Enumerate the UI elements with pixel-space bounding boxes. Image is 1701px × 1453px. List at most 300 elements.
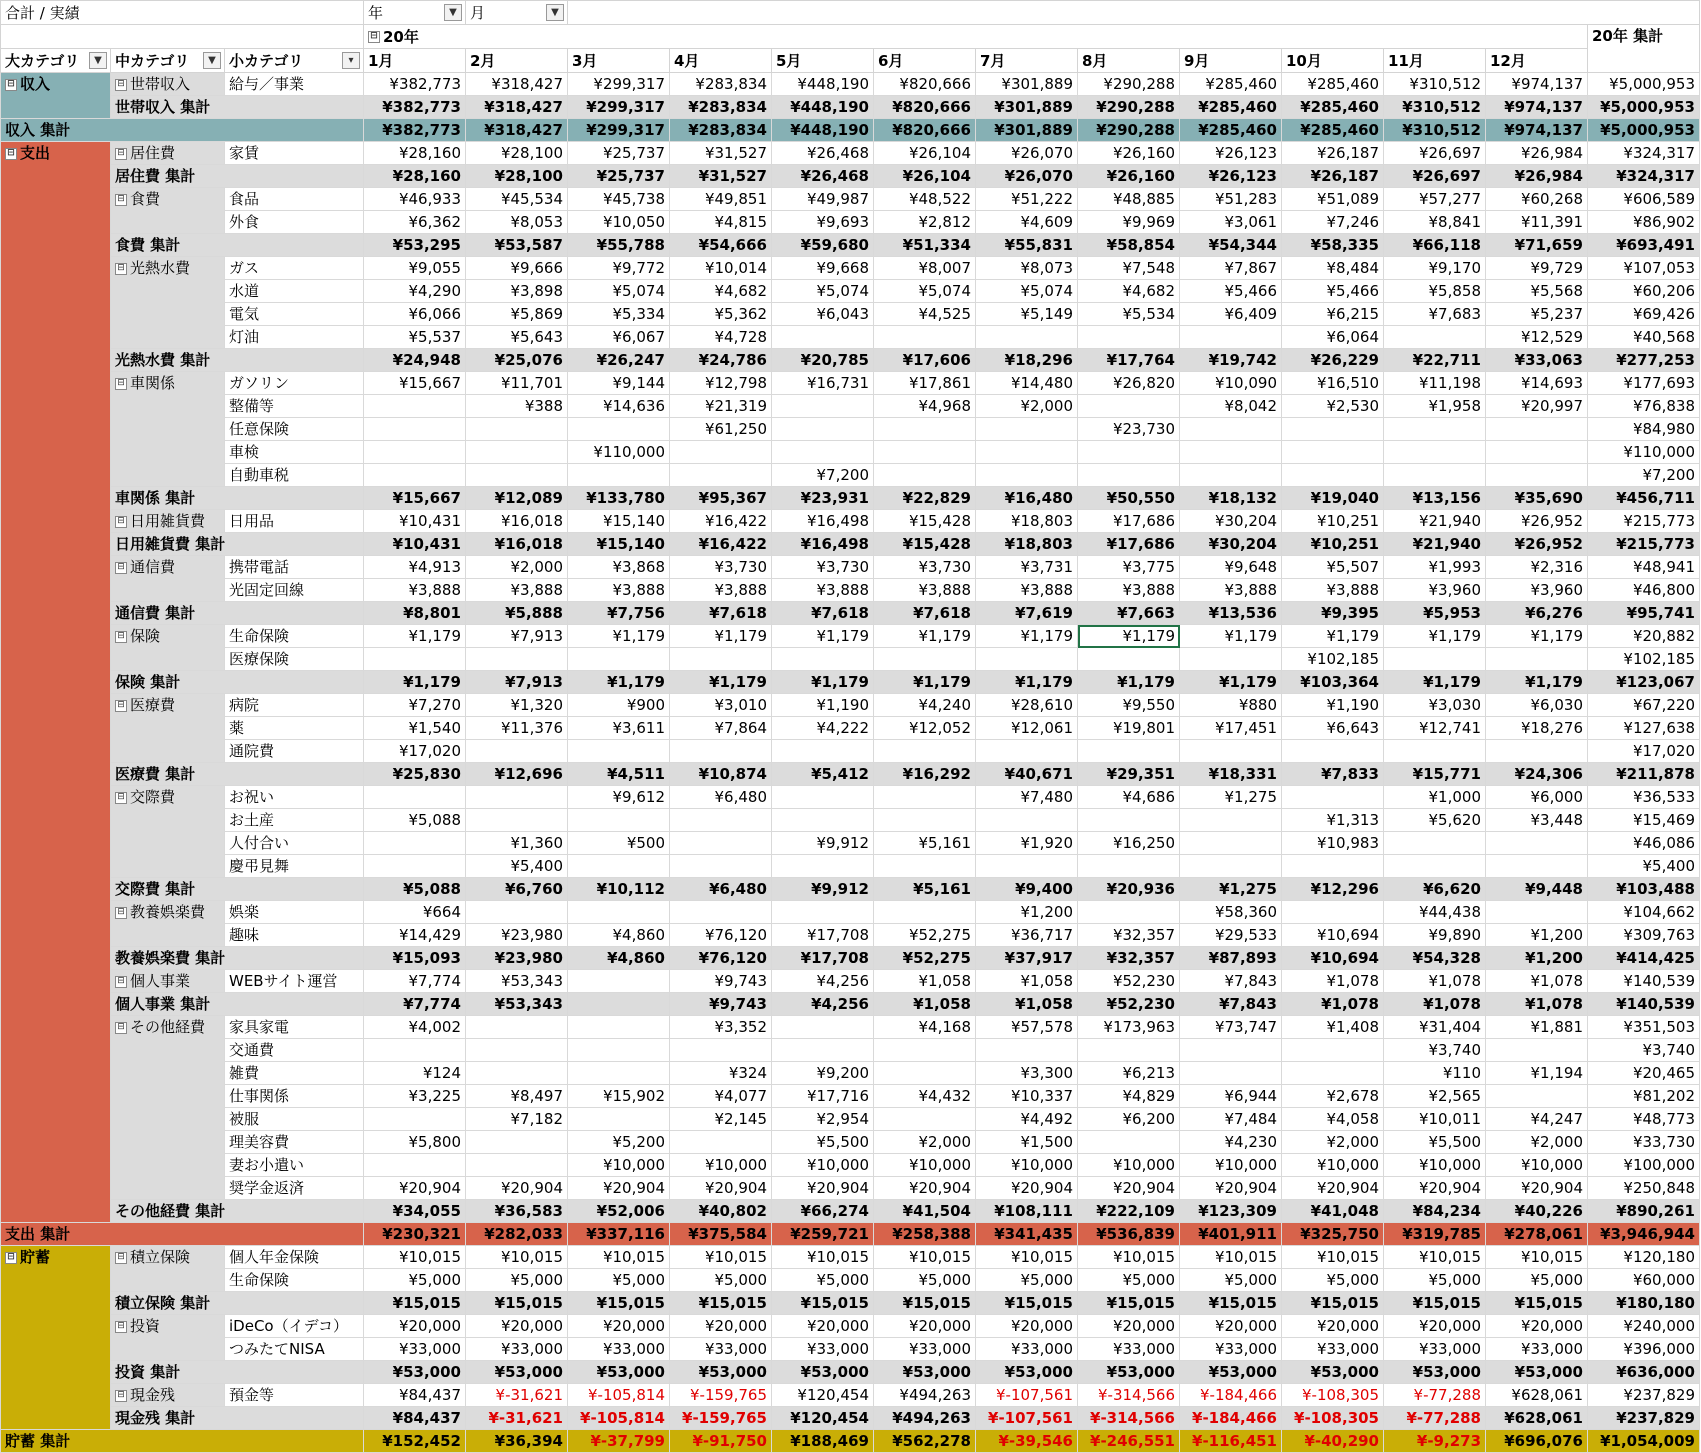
small-category-cell[interactable]: 娯楽 [225,901,364,924]
value-cell[interactable]: ¥11,701 [466,372,568,395]
value-cell[interactable]: ¥37,917 [976,947,1078,970]
value-cell[interactable]: ¥4,728 [670,326,772,349]
value-cell[interactable]: ¥7,843 [1180,993,1282,1016]
value-cell[interactable]: ¥4,815 [670,211,772,234]
value-cell[interactable]: ¥6,064 [1282,326,1384,349]
col-header-mid[interactable] [111,49,225,73]
value-cell[interactable]: ¥5,000 [874,1269,976,1292]
value-cell[interactable]: ¥215,773 [1588,533,1700,556]
value-cell[interactable]: ¥2,530 [1282,395,1384,418]
value-cell[interactable]: ¥1,179 [670,625,772,648]
value-cell[interactable]: ¥87,893 [1180,947,1282,970]
value-cell[interactable]: ¥120,454 [772,1384,874,1407]
value-cell[interactable] [1078,855,1180,878]
value-cell[interactable]: ¥20,904 [1486,1177,1588,1200]
value-cell[interactable]: ¥283,834 [670,119,772,142]
collapse-icon[interactable]: ⊟ [115,194,127,206]
collapse-icon[interactable]: ⊟ [115,263,127,275]
value-cell[interactable]: ¥10,000 [1180,1154,1282,1177]
value-cell[interactable] [1078,441,1180,464]
value-cell[interactable]: ¥28,100 [466,142,568,165]
value-cell[interactable]: ¥1,200 [1486,924,1588,947]
value-cell[interactable]: ¥95,741 [1588,602,1700,625]
value-cell[interactable]: ¥2,000 [976,395,1078,418]
value-cell[interactable]: ¥15,667 [364,487,466,510]
subtotal-label[interactable]: 現金残 集計 [111,1407,364,1430]
value-cell[interactable] [1282,1062,1384,1085]
value-cell[interactable]: ¥26,160 [1078,165,1180,188]
value-cell[interactable] [1486,1085,1588,1108]
value-cell[interactable]: ¥1,313 [1282,809,1384,832]
small-category-cell[interactable]: 任意保険 [225,418,364,441]
value-cell[interactable] [1180,648,1282,671]
value-cell[interactable] [1078,395,1180,418]
value-cell[interactable]: ¥319,785 [1384,1223,1486,1246]
value-cell[interactable]: ¥-105,814 [568,1384,670,1407]
small-category-cell[interactable]: 預金等 [225,1384,364,1407]
value-cell[interactable]: ¥4,860 [568,924,670,947]
value-cell[interactable]: ¥-184,466 [1180,1384,1282,1407]
value-cell[interactable]: ¥173,963 [1078,1016,1180,1039]
small-category-cell[interactable]: 日用品 [225,510,364,533]
value-cell[interactable]: ¥103,488 [1588,878,1700,901]
value-cell[interactable]: ¥290,288 [1078,96,1180,119]
value-cell[interactable]: ¥123,067 [1588,671,1700,694]
value-cell[interactable]: ¥5,466 [1180,280,1282,303]
value-cell[interactable]: ¥40,568 [1588,326,1700,349]
mid-category-cell[interactable] [111,1384,225,1407]
value-cell[interactable]: ¥5,000,953 [1588,96,1700,119]
value-cell[interactable]: ¥5,074 [772,280,874,303]
value-cell[interactable]: ¥1,179 [364,625,466,648]
value-cell[interactable]: ¥5,000 [976,1269,1078,1292]
value-cell[interactable]: ¥59,680 [772,234,874,257]
value-cell[interactable]: ¥6,000 [1486,786,1588,809]
year-group-header[interactable] [364,25,1588,49]
value-cell[interactable]: ¥6,213 [1078,1062,1180,1085]
value-cell[interactable] [1282,740,1384,763]
value-cell[interactable] [568,740,670,763]
value-cell[interactable]: ¥15,469 [1588,809,1700,832]
value-cell[interactable] [364,441,466,464]
value-cell[interactable]: ¥5,534 [1078,303,1180,326]
value-cell[interactable]: ¥1,179 [670,671,772,694]
value-cell[interactable] [874,1062,976,1085]
value-cell[interactable]: ¥2,000 [466,556,568,579]
value-cell[interactable]: ¥34,055 [364,1200,466,1223]
small-category-cell[interactable]: 自動車税 [225,464,364,487]
value-cell[interactable]: ¥-314,566 [1078,1384,1180,1407]
value-cell[interactable]: ¥5,869 [466,303,568,326]
value-cell[interactable] [1180,1039,1282,1062]
value-cell[interactable]: ¥60,000 [1588,1269,1700,1292]
value-cell[interactable]: ¥230,321 [364,1223,466,1246]
collapse-icon[interactable]: ⊟ [115,976,127,988]
value-cell[interactable]: ¥285,460 [1282,119,1384,142]
value-cell[interactable] [1180,740,1282,763]
value-cell[interactable]: ¥2,678 [1282,1085,1384,1108]
value-cell[interactable]: ¥15,015 [466,1292,568,1315]
small-category-cell[interactable]: iDeCo（イデコ） [225,1315,364,1338]
value-cell[interactable]: ¥5,161 [874,878,976,901]
value-cell[interactable] [1180,809,1282,832]
value-cell[interactable]: ¥17,861 [874,372,976,395]
value-cell[interactable]: ¥10,431 [364,510,466,533]
value-cell[interactable]: ¥48,522 [874,188,976,211]
value-cell[interactable] [1078,648,1180,671]
value-cell[interactable]: ¥57,578 [976,1016,1078,1039]
value-cell[interactable] [874,1039,976,1062]
value-cell[interactable]: ¥20,904 [1078,1177,1180,1200]
value-cell[interactable]: ¥33,000 [568,1338,670,1361]
value-cell[interactable]: ¥40,226 [1486,1200,1588,1223]
value-cell[interactable]: ¥10,015 [976,1246,1078,1269]
value-cell[interactable]: ¥54,328 [1384,947,1486,970]
value-cell[interactable] [364,418,466,441]
value-cell[interactable]: ¥5,500 [1384,1131,1486,1154]
value-cell[interactable]: ¥32,357 [1078,924,1180,947]
value-cell[interactable]: ¥86,902 [1588,211,1700,234]
value-cell[interactable]: ¥3,888 [976,579,1078,602]
value-cell[interactable]: ¥636,000 [1588,1361,1700,1384]
value-cell[interactable] [670,648,772,671]
value-cell[interactable] [976,326,1078,349]
value-cell[interactable]: ¥9,969 [1078,211,1180,234]
value-cell[interactable]: ¥10,015 [364,1246,466,1269]
value-cell[interactable]: ¥9,200 [772,1062,874,1085]
value-cell[interactable]: ¥-108,305 [1282,1384,1384,1407]
value-cell[interactable]: ¥664 [364,901,466,924]
value-cell[interactable]: ¥15,667 [364,372,466,395]
value-cell[interactable]: ¥71,659 [1486,234,1588,257]
value-cell[interactable]: ¥5,858 [1384,280,1486,303]
value-cell[interactable]: ¥10,050 [568,211,670,234]
value-cell[interactable]: ¥12,529 [1486,326,1588,349]
value-cell[interactable]: ¥7,864 [670,717,772,740]
value-cell[interactable]: ¥10,015 [1282,1246,1384,1269]
value-cell[interactable]: ¥6,409 [1180,303,1282,326]
value-cell[interactable]: ¥456,711 [1588,487,1700,510]
value-cell[interactable]: ¥4,860 [568,947,670,970]
subtotal-label[interactable]: 個人事業 集計 [111,993,364,1016]
value-cell[interactable]: ¥606,589 [1588,188,1700,211]
value-cell[interactable]: ¥76,120 [670,947,772,970]
value-cell[interactable]: ¥40,671 [976,763,1078,786]
value-cell[interactable]: ¥16,018 [466,533,568,556]
value-cell[interactable] [874,326,976,349]
value-cell[interactable]: ¥4,222 [772,717,874,740]
value-cell[interactable]: ¥10,015 [466,1246,568,1269]
value-cell[interactable]: ¥562,278 [874,1430,976,1453]
value-cell[interactable]: ¥4,609 [976,211,1078,234]
value-cell[interactable]: ¥26,468 [772,142,874,165]
value-cell[interactable]: ¥1,179 [976,671,1078,694]
value-cell[interactable]: ¥285,460 [1180,119,1282,142]
collapse-icon[interactable]: ⊟ [5,1252,17,1264]
value-cell[interactable]: ¥53,000 [976,1361,1078,1384]
value-cell[interactable]: ¥310,512 [1384,119,1486,142]
value-cell[interactable]: ¥140,539 [1588,993,1700,1016]
value-cell[interactable]: ¥9,648 [1180,556,1282,579]
value-cell[interactable]: ¥15,140 [568,533,670,556]
value-cell[interactable]: ¥2,316 [1486,556,1588,579]
small-category-cell[interactable]: 水道 [225,280,364,303]
value-cell[interactable]: ¥19,801 [1078,717,1180,740]
year-filter[interactable] [364,1,466,25]
value-cell[interactable]: ¥1,054,009 [1588,1430,1700,1453]
value-cell[interactable]: ¥5,074 [976,280,1078,303]
value-cell[interactable]: ¥14,636 [568,395,670,418]
big-category-cell[interactable] [1,1246,111,1430]
value-cell[interactable]: ¥28,160 [364,165,466,188]
value-cell[interactable] [364,855,466,878]
value-cell[interactable]: ¥3,010 [670,694,772,717]
value-cell[interactable]: ¥3,888 [670,579,772,602]
value-cell[interactable]: ¥48,773 [1588,1108,1700,1131]
subtotal-label[interactable]: 積立保険 集計 [111,1292,364,1315]
value-cell[interactable]: ¥9,743 [670,970,772,993]
value-cell[interactable]: ¥3,888 [568,579,670,602]
small-category-cell[interactable]: 病院 [225,694,364,717]
value-cell[interactable]: ¥628,061 [1486,1407,1588,1430]
value-cell[interactable]: ¥16,480 [976,487,1078,510]
value-cell[interactable]: ¥15,902 [568,1085,670,1108]
value-cell[interactable]: ¥4,290 [364,280,466,303]
value-cell[interactable]: ¥-31,621 [466,1384,568,1407]
dropdown-icon[interactable]: ▾ [342,52,360,69]
value-cell[interactable]: ¥20,000 [1282,1315,1384,1338]
value-cell[interactable]: ¥7,774 [364,993,466,1016]
value-cell[interactable]: ¥53,000 [670,1361,772,1384]
value-cell[interactable] [1486,1039,1588,1062]
value-cell[interactable]: ¥26,104 [874,165,976,188]
value-cell[interactable]: ¥49,987 [772,188,874,211]
value-cell[interactable]: ¥5,149 [976,303,1078,326]
value-cell[interactable]: ¥10,337 [976,1085,1078,1108]
small-category-cell[interactable]: 雑費 [225,1062,364,1085]
value-cell[interactable]: ¥103,364 [1282,671,1384,694]
small-category-cell[interactable]: つみたてNISA [225,1338,364,1361]
value-cell[interactable]: ¥1,058 [874,970,976,993]
value-cell[interactable]: ¥6,944 [1180,1085,1282,1108]
value-cell[interactable]: ¥4,058 [1282,1108,1384,1131]
value-cell[interactable] [1078,464,1180,487]
value-cell[interactable]: ¥20,000 [874,1315,976,1338]
value-cell[interactable]: ¥11,376 [466,717,568,740]
value-cell[interactable]: ¥2,000 [1486,1131,1588,1154]
value-cell[interactable]: ¥54,666 [670,234,772,257]
value-cell[interactable]: ¥974,137 [1486,119,1588,142]
col-header-small[interactable] [225,49,364,73]
value-cell[interactable]: ¥36,583 [466,1200,568,1223]
value-cell[interactable]: ¥53,000 [1078,1361,1180,1384]
value-cell[interactable]: ¥318,427 [466,119,568,142]
value-cell[interactable]: ¥41,504 [874,1200,976,1223]
small-category-cell[interactable]: 人付合い [225,832,364,855]
value-cell[interactable]: ¥15,015 [772,1292,874,1315]
value-cell[interactable]: ¥20,904 [670,1177,772,1200]
value-cell[interactable]: ¥41,048 [1282,1200,1384,1223]
value-cell[interactable]: ¥278,061 [1486,1223,1588,1246]
value-cell[interactable]: ¥9,612 [568,786,670,809]
value-cell[interactable]: ¥26,952 [1486,510,1588,533]
value-cell[interactable]: ¥28,610 [976,694,1078,717]
value-cell[interactable] [1282,418,1384,441]
value-cell[interactable] [1282,901,1384,924]
value-cell[interactable]: ¥880 [1180,694,1282,717]
value-cell[interactable] [1180,326,1282,349]
value-cell[interactable]: ¥9,912 [772,832,874,855]
value-cell[interactable]: ¥15,015 [670,1292,772,1315]
value-cell[interactable]: ¥7,619 [976,602,1078,625]
small-category-cell[interactable]: 被服 [225,1108,364,1131]
value-cell[interactable]: ¥53,000 [1486,1361,1588,1384]
value-cell[interactable]: ¥26,070 [976,165,1078,188]
small-category-cell[interactable]: お土産 [225,809,364,832]
value-cell[interactable]: ¥5,500 [772,1131,874,1154]
value-cell[interactable]: ¥15,015 [568,1292,670,1315]
value-cell[interactable]: ¥95,367 [670,487,772,510]
value-cell[interactable]: ¥10,015 [670,1246,772,1269]
value-cell[interactable]: ¥17,716 [772,1085,874,1108]
value-cell[interactable]: ¥76,120 [670,924,772,947]
value-cell[interactable]: ¥1,540 [364,717,466,740]
value-cell[interactable] [1486,740,1588,763]
value-cell[interactable]: ¥2,812 [874,211,976,234]
value-cell[interactable]: ¥9,912 [772,878,874,901]
value-cell[interactable]: ¥1,275 [1180,786,1282,809]
value-cell[interactable]: ¥5,000 [364,1269,466,1292]
value-cell[interactable]: ¥15,015 [1384,1292,1486,1315]
value-cell[interactable]: ¥-91,750 [670,1430,772,1453]
value-cell[interactable] [874,464,976,487]
value-cell[interactable] [874,441,976,464]
mid-category-cell[interactable] [111,1315,225,1361]
mid-category-cell[interactable] [111,372,225,487]
value-cell[interactable]: ¥10,000 [1486,1154,1588,1177]
value-cell[interactable]: ¥20,000 [1180,1315,1282,1338]
value-cell[interactable] [568,464,670,487]
small-category-cell[interactable]: 整備等 [225,395,364,418]
value-cell[interactable]: ¥5,620 [1384,809,1486,832]
funnel-icon[interactable]: ▼ [89,52,107,69]
value-cell[interactable]: ¥20,000 [670,1315,772,1338]
value-cell[interactable]: ¥4,525 [874,303,976,326]
value-cell[interactable]: ¥4,682 [670,280,772,303]
value-cell[interactable] [364,648,466,671]
value-cell[interactable]: ¥21,940 [1384,533,1486,556]
mid-category-cell[interactable] [111,73,225,96]
value-cell[interactable] [874,1108,976,1131]
value-cell[interactable]: ¥-159,765 [670,1407,772,1430]
value-cell[interactable]: ¥10,015 [1384,1246,1486,1269]
value-cell[interactable]: ¥324,317 [1588,142,1700,165]
value-cell[interactable]: ¥2,000 [1282,1131,1384,1154]
value-cell[interactable] [874,418,976,441]
value-cell[interactable] [976,441,1078,464]
value-cell[interactable]: ¥7,867 [1180,257,1282,280]
collapse-icon[interactable]: ⊟ [115,79,127,91]
value-cell[interactable]: ¥7,756 [568,602,670,625]
value-cell[interactable]: ¥17,764 [1078,349,1180,372]
value-cell[interactable]: ¥180,180 [1588,1292,1700,1315]
value-cell[interactable] [568,418,670,441]
value-cell[interactable]: ¥53,000 [466,1361,568,1384]
value-cell[interactable]: ¥20,465 [1588,1062,1700,1085]
mid-category-cell[interactable] [111,556,225,602]
value-cell[interactable]: ¥4,230 [1180,1131,1282,1154]
value-cell[interactable]: ¥3,352 [670,1016,772,1039]
value-cell[interactable]: ¥10,015 [1180,1246,1282,1269]
value-cell[interactable]: ¥9,144 [568,372,670,395]
value-cell[interactable] [568,1108,670,1131]
value-cell[interactable]: ¥5,000 [1078,1269,1180,1292]
value-cell[interactable]: ¥310,512 [1384,73,1486,96]
value-cell[interactable] [466,464,568,487]
mid-category-cell[interactable] [111,1016,225,1200]
value-cell[interactable] [1384,326,1486,349]
value-cell[interactable]: ¥33,000 [874,1338,976,1361]
value-cell[interactable] [364,1039,466,1062]
value-cell[interactable] [772,395,874,418]
value-cell[interactable]: ¥12,696 [466,763,568,786]
value-cell[interactable] [1180,855,1282,878]
value-cell[interactable]: ¥53,343 [466,970,568,993]
value-cell[interactable]: ¥32,357 [1078,947,1180,970]
value-cell[interactable] [1282,464,1384,487]
value-cell[interactable] [1486,855,1588,878]
value-cell[interactable] [364,1154,466,1177]
value-cell[interactable]: ¥4,829 [1078,1085,1180,1108]
value-cell[interactable]: ¥18,276 [1486,717,1588,740]
value-cell[interactable]: ¥258,388 [874,1223,976,1246]
value-cell[interactable]: ¥19,742 [1180,349,1282,372]
value-cell[interactable]: ¥10,983 [1282,832,1384,855]
value-cell[interactable]: ¥8,053 [466,211,568,234]
collapse-icon[interactable]: ⊟ [115,378,127,390]
value-cell[interactable]: ¥448,190 [772,96,874,119]
value-cell[interactable]: ¥188,469 [772,1430,874,1453]
value-cell[interactable]: ¥6,066 [364,303,466,326]
mid-category-cell[interactable] [111,901,225,947]
value-cell[interactable]: ¥3,300 [976,1062,1078,1085]
value-cell[interactable]: ¥53,587 [466,234,568,257]
value-cell[interactable]: ¥26,820 [1078,372,1180,395]
value-cell[interactable]: ¥24,786 [670,349,772,372]
funnel-icon[interactable]: ▼ [546,4,564,21]
value-cell[interactable]: ¥20,997 [1486,395,1588,418]
value-cell[interactable]: ¥1,179 [1384,671,1486,694]
value-cell[interactable]: ¥33,063 [1486,349,1588,372]
value-cell[interactable]: ¥21,319 [670,395,772,418]
value-cell[interactable] [1282,441,1384,464]
value-cell[interactable]: ¥3,730 [670,556,772,579]
value-cell[interactable] [874,901,976,924]
small-category-cell[interactable]: 食品 [225,188,364,211]
value-cell[interactable]: ¥6,760 [466,878,568,901]
value-cell[interactable]: ¥5,088 [364,809,466,832]
small-category-cell[interactable]: 生命保険 [225,625,364,648]
value-cell[interactable]: ¥324 [670,1062,772,1085]
value-cell[interactable]: ¥26,697 [1384,142,1486,165]
value-cell[interactable]: ¥1,078 [1384,993,1486,1016]
value-cell[interactable] [364,1108,466,1131]
value-cell[interactable]: ¥3,730 [874,556,976,579]
value-cell[interactable]: ¥133,780 [568,487,670,510]
value-cell[interactable]: ¥26,160 [1078,142,1180,165]
value-cell[interactable]: ¥120,454 [772,1407,874,1430]
value-cell[interactable]: ¥10,431 [364,533,466,556]
